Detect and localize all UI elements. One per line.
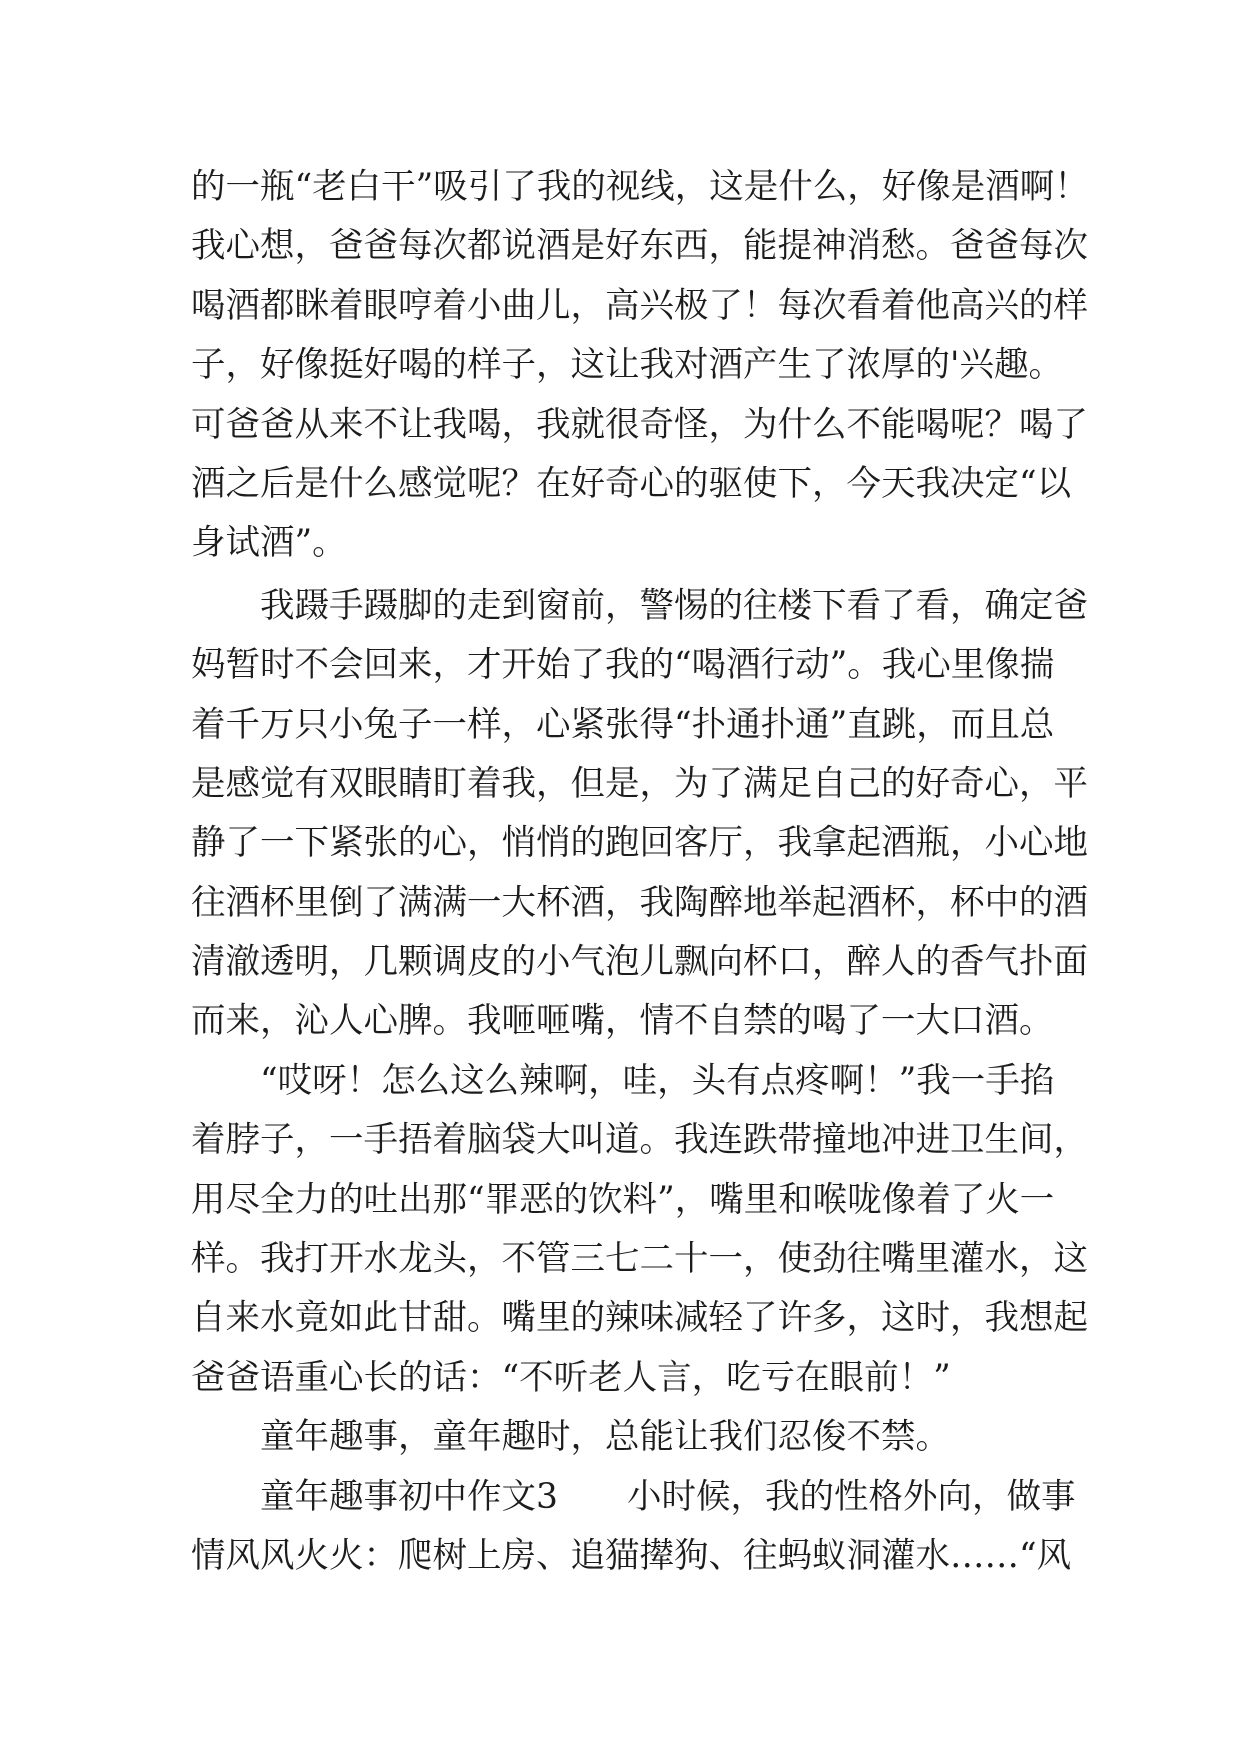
paragraph-start-line: 我蹑手蹑脚的走到窗前，警惕的往楼下看了看，确定爸 <box>260 585 1088 626</box>
text-line: 的一瓶“老白干”吸引了我的视线，这是什么，好像是酒啊！ <box>191 167 1089 207</box>
text-line: 酒之后是什么感觉呢？在好奇心的驱使下，今天我决定“以 <box>191 463 1072 504</box>
text-line: 往酒杯里倒了满满一大杯酒，我陶醉地举起酒杯，杯中的酒 <box>191 882 1088 923</box>
text-line: 妈暂时不会回来，才开始了我的“喝酒行动”。我心里像揣 <box>191 645 1055 686</box>
text-line: 可爸爸从来不让我喝，我就很奇怪，为什么不能喝呢？喝了 <box>191 404 1088 445</box>
text-line: 静了一下紧张的心，悄悄的跑回客厅，我拿起酒瓶，小心地 <box>191 823 1088 864</box>
text-line: 而来，沁人心脾。我咂咂嘴，情不自禁的喝了一大口酒。 <box>191 1001 1054 1042</box>
text-line: 情风风火火：爬树上房、追猫撵狗、往蚂蚁洞灌水……“风 <box>191 1535 1072 1576</box>
text-line: 样。我打开水龙头，不管三七二十一，使劲往嘴里灌水，这 <box>191 1239 1088 1280</box>
text-line: 是感觉有双眼睛盯着我，但是，为了满足自己的好奇心，平 <box>191 763 1088 804</box>
paragraph-start-line: 童年趣事初中作文3 小时候，我的性格外向，做事 <box>260 1476 1076 1517</box>
text-line: 用尽全力的吐出那“罪恶的饮料”，嘴里和喉咙像着了火一 <box>191 1179 1055 1220</box>
text-line: 身试酒”。 <box>191 523 347 564</box>
text-line: 清澈透明，几颗调皮的小气泡儿飘向杯口，醉人的香气扑面 <box>191 942 1088 983</box>
text-line: 着脖子，一手捂着脑袋大叫道。我连跌带撞地冲进卫生间， <box>191 1120 1088 1161</box>
body-text <box>191 158 1089 1586</box>
text-line: 喝酒都眯着眼哼着小曲儿，高兴极了！每次看着他高兴的样 <box>191 285 1088 326</box>
text-line: 我心想，爸爸每次都说酒是好东西，能提神消愁。爸爸每次 <box>191 226 1088 267</box>
text-line: 着千万只小兔子一样，心紧张得“扑通扑通”直跳，而且总 <box>191 704 1055 745</box>
paragraph-start-line: 童年趣事，童年趣时，总能让我们忍俊不禁。 <box>260 1417 950 1458</box>
paragraph-start-line: “哎呀！怎么这么辣啊，哇，头有点疼啊！”我一手掐 <box>260 1060 1055 1101</box>
text-line: 子，好像挺好喝的样子，这让我对酒产生了浓厚的'兴趣。 <box>191 345 1063 386</box>
text-line: 爸爸语重心长的话：“不听老人言，吃亏在眼前！” <box>191 1357 951 1398</box>
text-line: 自来水竟如此甘甜。嘴里的辣味减轻了许多，这时，我想起 <box>191 1298 1088 1339</box>
